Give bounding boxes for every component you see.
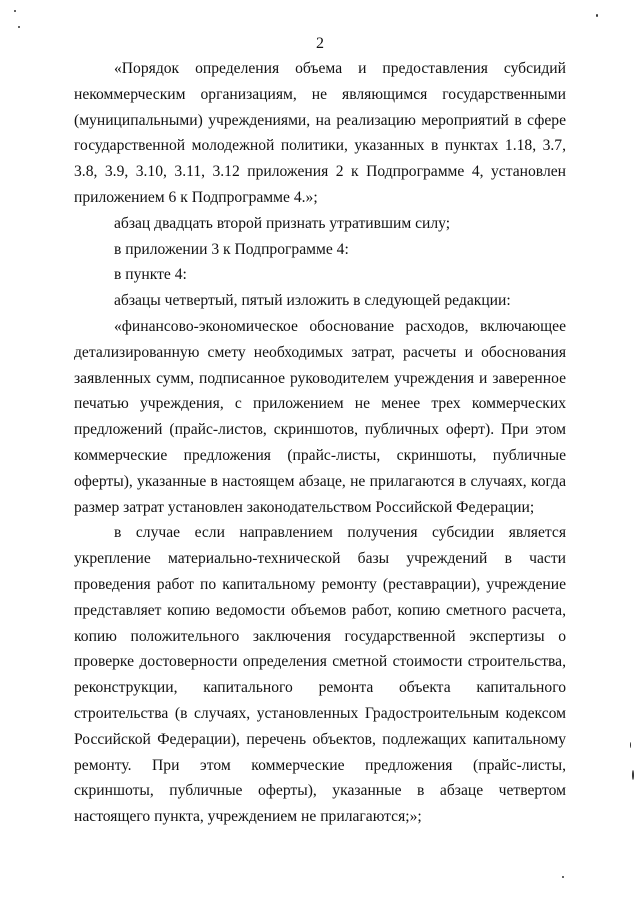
paragraph-repeal-clause: абзац двадцать второй признать утратившим силу; [114,214,451,232]
document-body [74,56,566,830]
scan-speck [14,10,16,12]
paragraph-appendix-reference: в приложении 3 к Подпрограмме 4: [114,240,349,258]
scan-speck [630,742,631,748]
paragraph-item-reference: в пункте 4: [114,266,187,284]
scan-speck [596,14,598,17]
paragraph-amendment-intro: абзацы четвертый, пятый изложить в следующей редакции: [114,292,511,310]
paragraph-procedure-statement: «Порядок определения объема и предоставления субсидий некоммерческим организациям, не являющимся государственными (муниципальными) учреждениями, на реализацию мероприятий в сфере государственной молодежной политики, указанных в пунктах 1.18, 3.7, 3.8, 3.9, 3.10, 3.11, 3.12 приложения 2 к Подпрограмме 4, установлен приложением 6 к Подпрограмме 4.»; [74,60,566,206]
scan-speck [632,770,634,780]
scan-speck [562,876,564,878]
paragraph-financial-justification: «финансово-экономическое обоснование расходов, включающее детализированную смету необходимых затрат, расчеты и обоснования заявленных сумм, подписанное руководителем учреждения и заверенное печатью учреждения, с приложением не менее трех коммерческих предложений (прайс-листов, скриншотов, публичных оферт). При этом коммерческие предложения (прайс-листы, скриншоты, публичные оферты), указанные в настоящем абзаце, не прилагаются в случаях, когда размер затрат установлен законодательством Российской Федерации; [74,317,566,516]
paragraph-capital-repair: в случае если направлением получения субсидии является укрепление материально-технической базы учреждений в части проведения работ по капитальному ремонту (реставрации), учреждение представляет копию ведомости объемов работ, копию сметного расчета, копию положительного заключения государственной экспертизы о проверке достоверности определения сметной стоимости строительства, реконструкции, капитального ремонта объекта капитального строительства (в случаях, установленных Градостроительным кодексом Российской Федерации), перечень объектов, подлежащих капитальному ремонту. При этом коммерческие предложения (прайс-листы, скриншоты, публичные оферты), указанные в абзаце четвертом настоящего пункта, учреждением не прилагаются;»; [74,524,566,826]
page-number: 2 [316,35,324,52]
scan-speck [18,26,20,28]
